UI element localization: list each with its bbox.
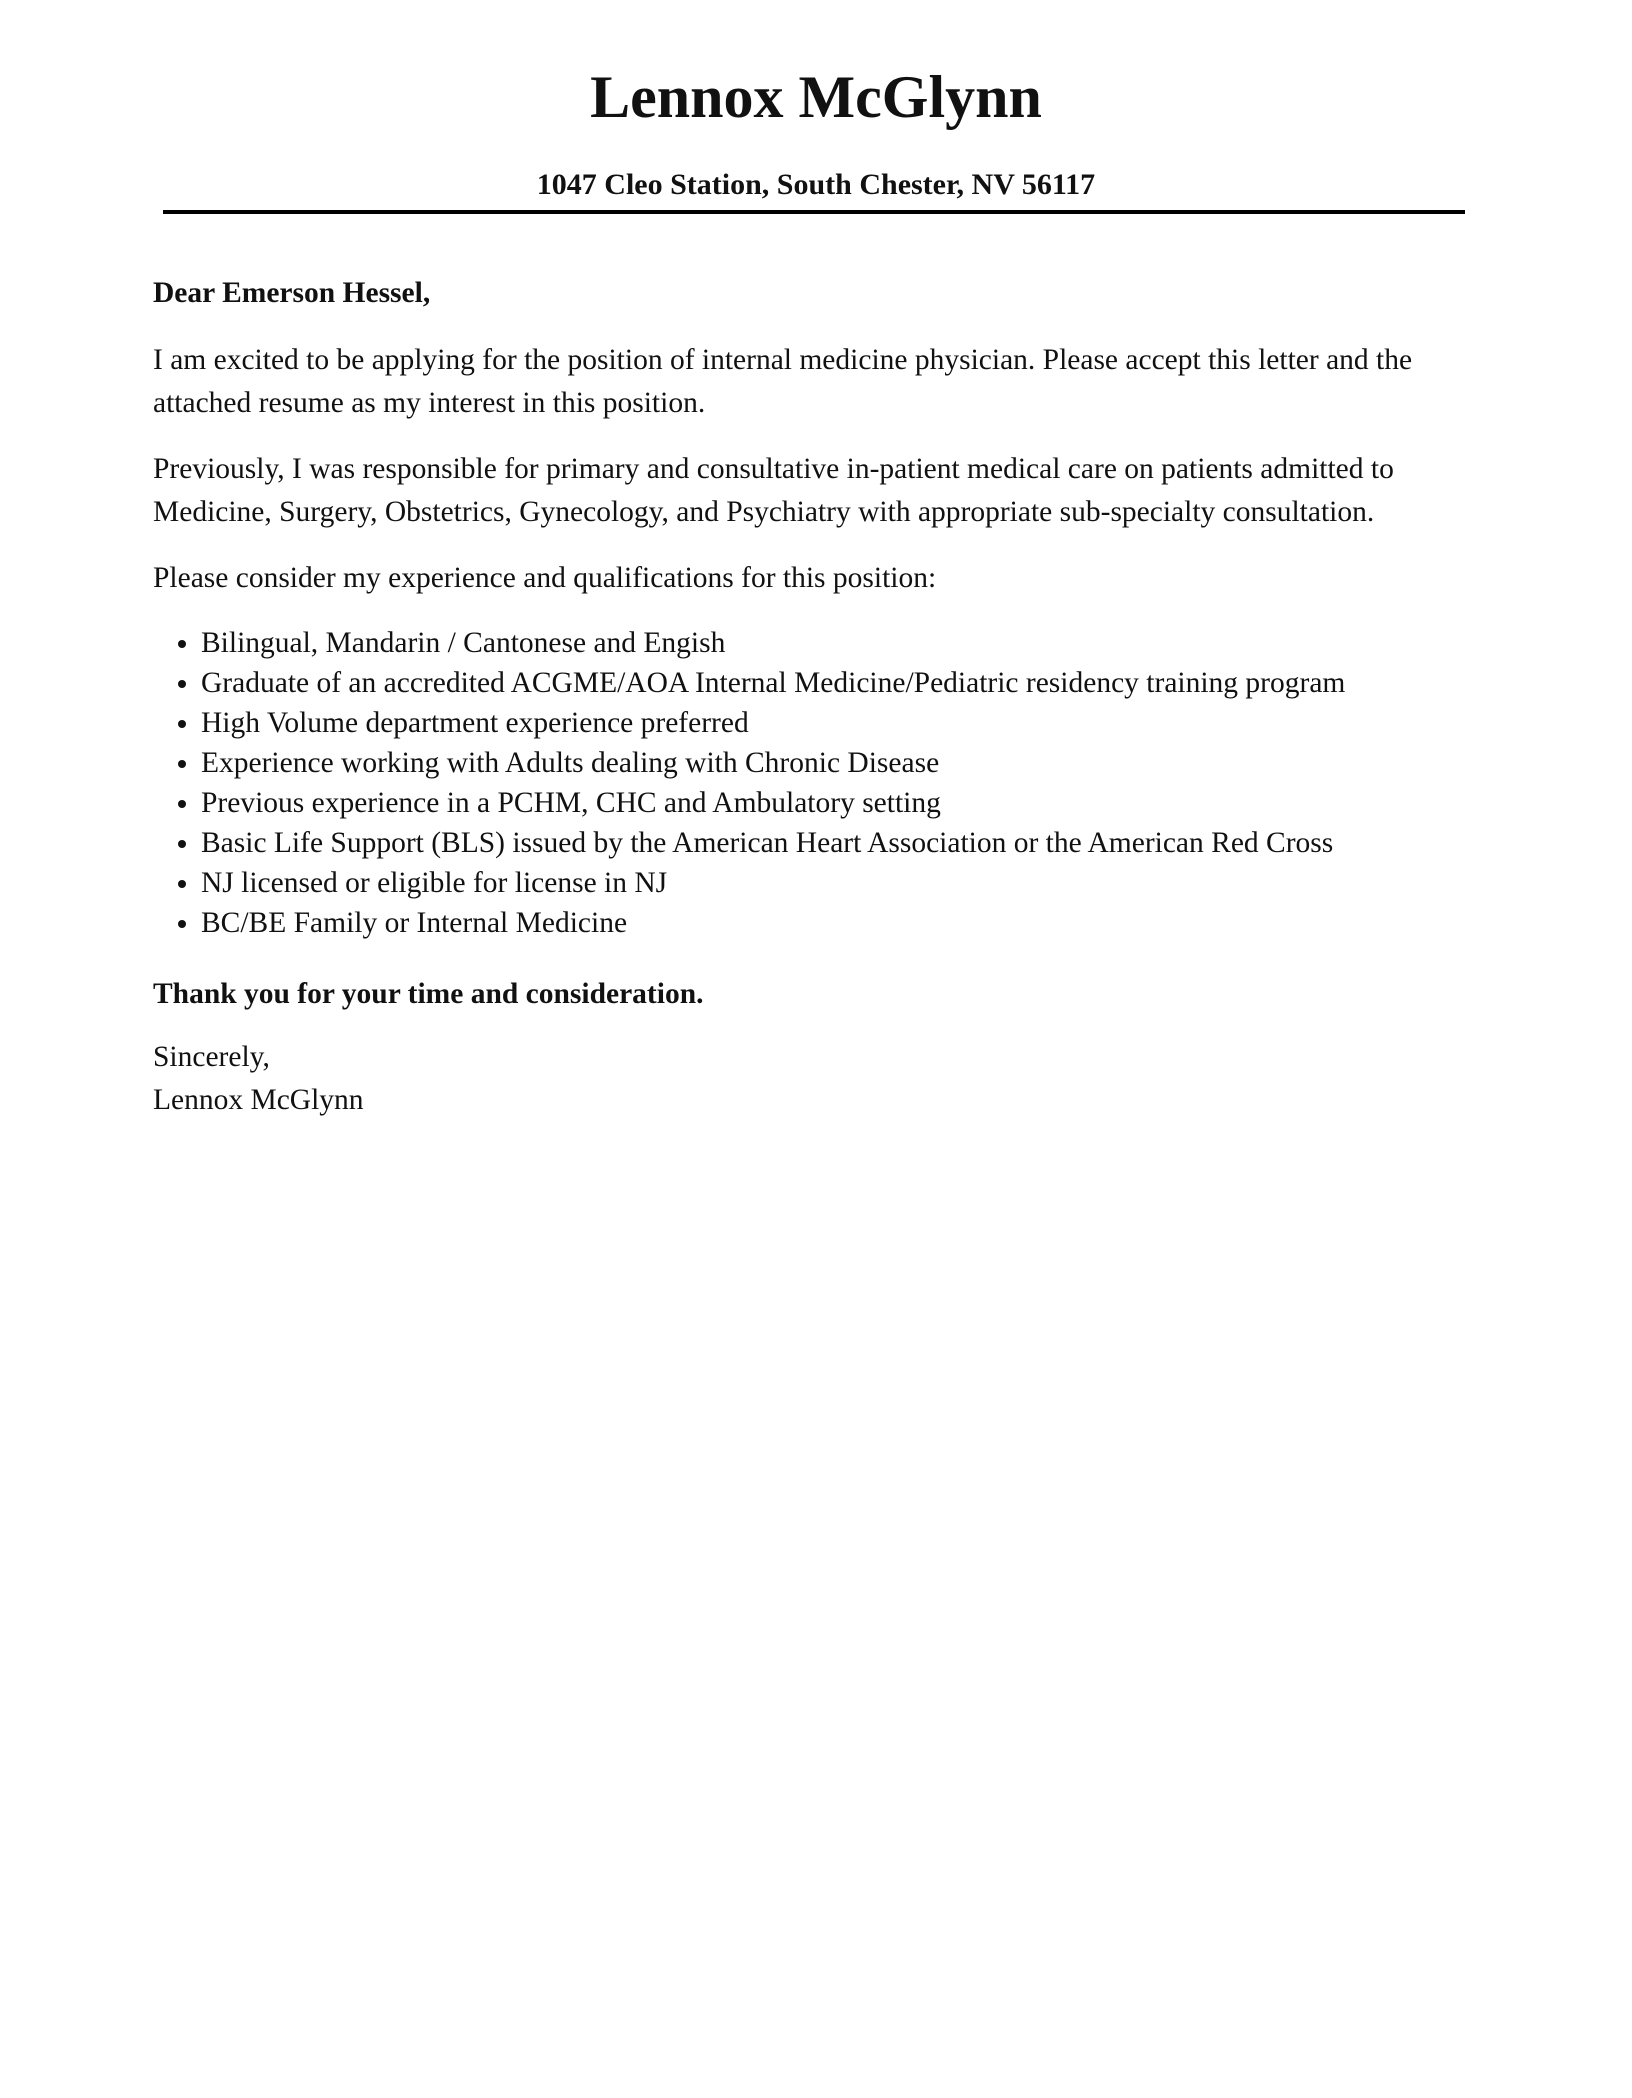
greeting: Dear Emerson Hessel, <box>153 277 431 309</box>
list-item: • Previous experience in a PCHM, CHC and Ambulatory setting <box>201 783 1463 823</box>
applicant-name: Lennox McGlynn <box>590 64 1042 130</box>
applicant-address: 1047 Cleo Station, South Chester, NV 56117 <box>536 168 1096 201</box>
list-item: • Experience working with Adults dealing with Chronic Disease <box>201 743 1463 783</box>
closing-note: Thank you for your time and consideration. <box>153 978 704 1010</box>
letter-body <box>153 272 1463 1122</box>
qualifications-list <box>153 623 1463 943</box>
signoff: Sincerely, <box>153 1041 270 1073</box>
paragraph-qualifications-intro: Please consider my experience and qualifications for this position: <box>153 562 937 594</box>
paragraph-experience: Previously, I was responsible for primary and consultative in-patient medical care on patients admitted to Medicine, Surgery, Obstetrics, Gynecology, and Psychiatry with appropriate sub-specialty consultation. <box>153 453 1394 528</box>
list-item: • Basic Life Support (BLS) issued by the American Heart Association or the American Red Cross <box>201 823 1463 863</box>
list-item: • BC/BE Family or Internal Medicine <box>201 903 1463 943</box>
list-item: • Graduate of an accredited ACGME/AOA Internal Medicine/Pediatric residency training program <box>201 663 1463 703</box>
signature: Lennox McGlynn <box>153 1084 364 1116</box>
paragraph-intro: I am excited to be applying for the position of internal medicine physician. Please accept this letter and the attached resume as my interest in this position. <box>153 344 1413 419</box>
header-divider <box>163 210 1465 214</box>
list-item: • NJ licensed or eligible for license in NJ <box>201 863 1463 903</box>
list-item: • High Volume department experience preferred <box>201 703 1463 743</box>
list-item: • Bilingual, Mandarin / Cantonese and Engish <box>201 623 1463 663</box>
